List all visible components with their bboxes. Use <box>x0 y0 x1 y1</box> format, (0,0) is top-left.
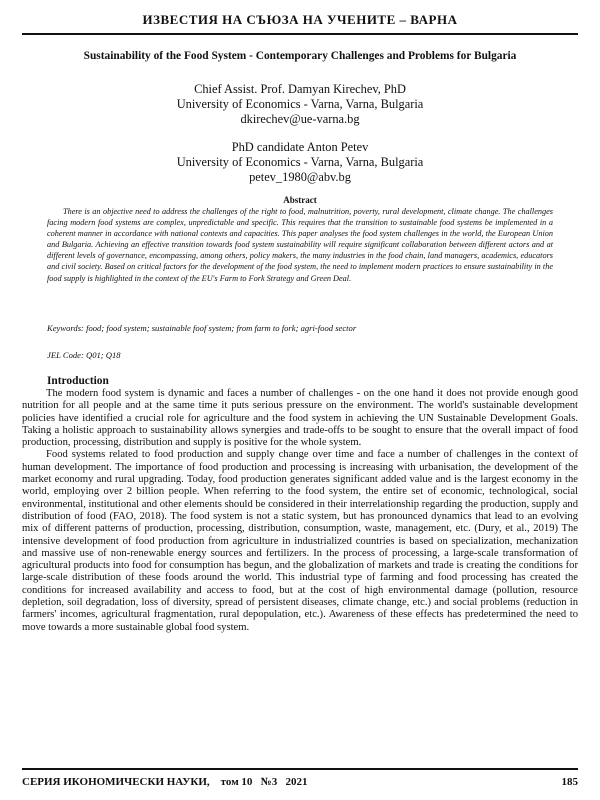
author-email: dkirechev@ue-varna.bg <box>240 112 360 126</box>
body-paragraph: The modern food system is dynamic and faces a number of challenges - on the one hand it does not provide enough good nutrition for all people and at the same time it puts serious pressure on the environment. The world's sustainable development policies have identified a crucial role for agriculture and the food system in achieving the UN Sustainable Development Goals. Taking a holistic approach to sustainability allows synergies and trade-offs to be sought to ensure that the overall impact of food production, processing, distribution and supply is positive for the whole system. <box>22 388 578 449</box>
author-affiliation: University of Economics - Varna, Varna, Bulgaria <box>176 155 424 169</box>
abstract-text: There is an objective need to address the challenges of the right to food, malnutrition, poverty, rural development, climate change. The challenges facing modern food systems are complex, unpredictable and specific. This requires that the transition to sustainable food systems be implemented in a coherent manner in accordance with national contexts and capacities. This paper analyses the food system challenges in the world, the European Union and Bulgaria. Achieving an effective transition towards food system sustainability will require significant collaboration between different actors and at different levels of governance, encompassing, among others, policy makers, the many industries in the food chain, land managers, academics, educators and civil society. Based on critical factors for the development of the food system, the need to implement modern practices to ensure sustainability in the food supply is highlighted in the context of the EU's Farm to Fork Strategy and Green Deal. <box>47 207 553 283</box>
author-name: PhD candidate Anton Petev <box>231 140 369 154</box>
footer-rule <box>22 768 578 770</box>
header-rule <box>22 33 578 35</box>
keywords: Keywords: food; food system; sustainable foof system; from farm to fork; agri-food sector <box>47 323 357 333</box>
article-body <box>22 388 578 634</box>
page-footer <box>22 772 578 792</box>
jel-code: JEL Code: Q01; Q18 <box>47 350 121 360</box>
journal-header: ИЗВЕСТИЯ НА СЪЮЗА НА УЧЕНИТЕ – ВАРНА <box>142 12 458 27</box>
footer-citation <box>22 772 308 792</box>
page-number: 185 <box>561 776 578 788</box>
footer-issue: №3 <box>260 776 278 788</box>
article-title: Sustainability of the Food System - Contemporary Challenges and Problems for Bulgaria <box>83 50 517 62</box>
footer-series: СЕРИЯ ИКОНОМИЧЕСКИ НАУКИ, <box>22 776 210 788</box>
footer-year: 2021 <box>285 776 308 788</box>
author-name: Chief Assist. Prof. Damyan Kirechev, PhD <box>194 82 406 96</box>
author-block-2 <box>20 140 580 185</box>
footer-volume: том 10 <box>220 776 253 788</box>
section-heading-introduction: Introduction <box>47 375 109 387</box>
author-block-1 <box>20 82 580 127</box>
author-email: petev_1980@abv.bg <box>249 170 351 184</box>
author-affiliation: University of Economics - Varna, Varna, Bulgaria <box>176 97 424 111</box>
abstract-heading: Abstract <box>283 195 317 205</box>
body-paragraph: Food systems related to food production and supply change over time and face a number of challenges in the context of human development. The importance of food production and processing is increasing with urbanisation, the development of the market economy and rural upgrading. Today, food production generates significant added value and is the largest economy in the world, employing over 2 billion people. When referring to the food system, the entire set of economic, technological, social environmental, institutional and other elements should be considered in their interrelationship regarding the production, supply and distribution of food (FAO, 2018). The food system is not a static system, but has pronounced dynamics that lead to an evolving mix of different patterns of production, processing, distribution, consumption, waste, management, etc. (Dury, et al., 2019) The intensive development of food production from agriculture in industrialized countries is based on specialization, mechanization and massive use of non-renewable energy sources and fertilizers. In the process of processing, a large-scale transformation of agricultural products into food for consumption has begun, and the globalization of markets and trade is creating the conditions for large-scale distribution of these foods around the world. This industrial type of farming and food processing has created the conditions for increased availability and access to food, but at the cost of high environmental damage (pollution, resource depletion, soil degradation, loss of diversity, spread of persistent diseases, climate change, etc.) and social problems (reduction in farmers' incomes, agricultural fragmentation, rural depopulation, etc.). Awareness of these effects has predetermined the need to move towards a more sustainable global food system. <box>22 449 578 633</box>
